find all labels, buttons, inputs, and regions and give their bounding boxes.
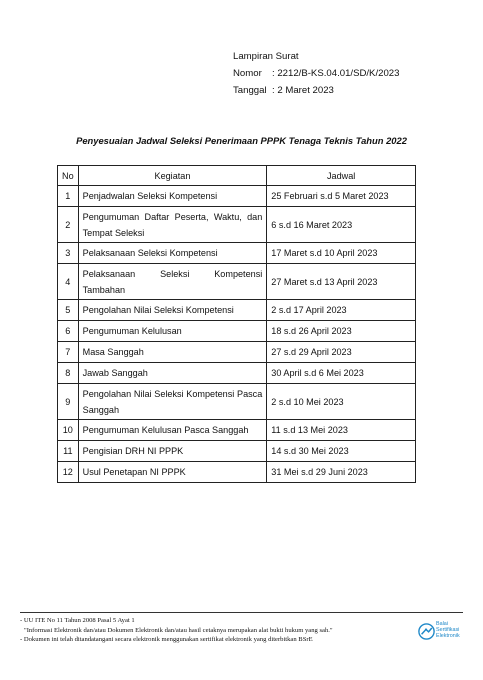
logo-line: Elektronik (436, 633, 460, 640)
row-no: 9 (58, 384, 79, 420)
nomor-label: Nomor (233, 68, 262, 79)
footer-note: - Dokumen ini telah ditandatangani secara elektronik menggunakan sertifikat elektronik yang diterbitkan BSrE (20, 636, 313, 644)
row-kegiatan: Masa Sanggah (78, 342, 267, 363)
bsre-logo (418, 617, 468, 653)
table-row (58, 420, 416, 441)
row-jadwal: 2 s.d 10 Mei 2023 (267, 384, 416, 420)
table-row (58, 342, 416, 363)
table-row (58, 321, 416, 342)
row-kegiatan: Pengumuman Kelulusan (78, 321, 267, 342)
footer-note: - UU ITE No 11 Tahun 2008 Pasal 5 Ayat 1 (20, 617, 135, 624)
document-title: Penyesuaian Jadwal Seleksi Penerimaan PPPK Tenaga Teknis Tahun 2022 (76, 135, 407, 146)
bsre-logo-text (436, 621, 460, 640)
row-kegiatan: Pelaksanaan Seleksi Kompetensi (78, 243, 267, 264)
row-no: 3 (58, 243, 79, 264)
table-header-row (58, 166, 416, 186)
row-kegiatan: Usul Penetapan NI PPPK (78, 462, 267, 483)
row-jadwal: 30 April s.d 6 Mei 2023 (267, 363, 416, 384)
row-kegiatan: Penjadwalan Seleksi Kompetensi (78, 186, 267, 207)
row-kegiatan: Pengolahan Nilai Seleksi Kompetensi (78, 300, 267, 321)
row-jadwal: 31 Mei s.d 29 Juni 2023 (267, 462, 416, 483)
table-row (58, 207, 416, 243)
row-no: 11 (58, 441, 79, 462)
row-jadwal: 18 s.d 26 April 2023 (267, 321, 416, 342)
row-jadwal: 14 s.d 30 Mei 2023 (267, 441, 416, 462)
row-jadwal: 2 s.d 17 April 2023 (267, 300, 416, 321)
row-kegiatan: Pengumuman Kelulusan Pasca Sanggah (78, 420, 267, 441)
row-no: 4 (58, 264, 79, 300)
row-no: 8 (58, 363, 79, 384)
bsre-emblem-icon (418, 623, 435, 640)
table-row (58, 441, 416, 462)
row-no: 10 (58, 420, 79, 441)
attachment-label: Lampiran Surat (233, 51, 299, 62)
row-jadwal: 25 Februari s.d 5 Maret 2023 (267, 186, 416, 207)
row-no: 1 (58, 186, 79, 207)
nomor-row (233, 65, 399, 82)
tanggal-label: Tanggal (233, 85, 267, 96)
row-kegiatan: Pengumuman Daftar Peserta, Waktu, dan Tempat Seleksi (78, 207, 267, 243)
row-kegiatan: Pengisian DRH NI PPPK (78, 441, 267, 462)
table-row (58, 300, 416, 321)
row-no: 5 (58, 300, 79, 321)
header-no: No (58, 166, 79, 186)
footer-notes (20, 616, 415, 645)
row-jadwal: 27 Maret s.d 13 April 2023 (267, 264, 416, 300)
footer-note: "Informasi Elektronik dan/atau Dokumen Elektronik dan/atau hasil cetaknya merupakan alat bukti hukum yang sah." (24, 626, 333, 634)
row-no: 2 (58, 207, 79, 243)
header-jadwal: Jadwal (267, 166, 416, 186)
row-jadwal: 6 s.d 16 Maret 2023 (267, 207, 416, 243)
table-row (58, 243, 416, 264)
footer-divider (20, 612, 463, 613)
row-jadwal: 27 s.d 29 April 2023 (267, 342, 416, 363)
row-kegiatan: Jawab Sanggah (78, 363, 267, 384)
row-jadwal: 11 s.d 13 Mei 2023 (267, 420, 416, 441)
row-no: 12 (58, 462, 79, 483)
row-kegiatan: Pelaksanaan Seleksi Kompetensi Tambahan (78, 264, 267, 300)
table-row (58, 384, 416, 420)
row-no: 6 (58, 321, 79, 342)
nomor-value: : 2212/B-KS.04.01/SD/K/2023 (272, 68, 400, 79)
logo-line: Sertifikasi (436, 627, 460, 634)
table-row (58, 462, 416, 483)
row-no: 7 (58, 342, 79, 363)
tanggal-value: : 2 Maret 2023 (272, 85, 334, 96)
tanggal-row (233, 82, 399, 99)
table-row (58, 363, 416, 384)
letter-attachment-info (233, 48, 399, 99)
schedule-table (57, 165, 416, 483)
header-kegiatan: Kegiatan (78, 166, 267, 186)
table-row (58, 264, 416, 300)
table-row (58, 186, 416, 207)
logo-line: Balai (436, 621, 448, 627)
row-jadwal: 17 Maret s.d 10 April 2023 (267, 243, 416, 264)
row-kegiatan: Pengolahan Nilai Seleksi Kompetensi Pasca Sanggah (78, 384, 267, 420)
